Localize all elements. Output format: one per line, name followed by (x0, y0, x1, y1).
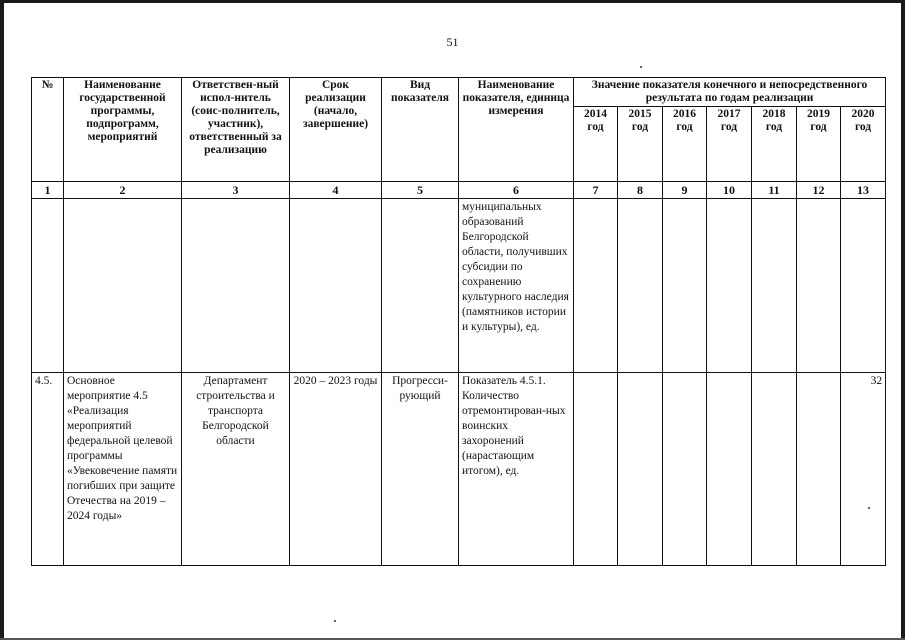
cell-value (663, 373, 707, 566)
column-number: 1 (32, 182, 64, 199)
table-row (32, 373, 886, 566)
header-value-group: Значение показателя конечного и непосредственного результата по годам реализации (574, 78, 886, 107)
column-number: 6 (459, 182, 574, 199)
column-number: 4 (290, 182, 382, 199)
cell-indicator-type: Прогресси-рующий (382, 373, 459, 566)
header-executor: Ответствен-ный испол-нитель (соис-полнитель, участник), ответственный за реализацию (182, 78, 290, 182)
scan-edge-left (0, 0, 4, 640)
cell-value (574, 199, 618, 373)
cell-value (752, 373, 797, 566)
header-year: 2019 год (797, 107, 841, 182)
cell-value (574, 373, 618, 566)
cell-value (841, 199, 886, 373)
column-number: 13 (841, 182, 886, 199)
header-num: № (32, 78, 64, 182)
cell-indicator-type (382, 199, 459, 373)
cell-value (618, 199, 663, 373)
cell-period: 2020 – 2023 годы (290, 373, 382, 566)
column-number: 11 (752, 182, 797, 199)
header-indicator-name: Наименование показателя, единица измерения (459, 78, 574, 182)
cell-value (663, 199, 707, 373)
scan-edge-right (901, 0, 905, 640)
header-period: Срок реализации (начало, завершение) (290, 78, 382, 182)
cell-value (797, 373, 841, 566)
column-number: 8 (618, 182, 663, 199)
cell-value (707, 199, 752, 373)
cell-program-name: Основное мероприятие 4.5 «Реализация мероприятий федеральной целевой программы «Увековечение памяти погибших при защите Отечества на 2019 – 2024 годы» (64, 373, 182, 566)
header-year: 2020 год (841, 107, 886, 182)
header-year: 2017 год (707, 107, 752, 182)
header-indicator-type: Вид показателя (382, 78, 459, 182)
cell-num: 4.5. (32, 373, 64, 566)
header-program-name: Наименование государственной программы, подпрограмм, мероприятий (64, 78, 182, 182)
cell-num (32, 199, 64, 373)
cell-value (707, 373, 752, 566)
header-year: 2018 год (752, 107, 797, 182)
column-number: 3 (182, 182, 290, 199)
table-row (32, 199, 886, 373)
cell-value: 32 (841, 373, 886, 566)
column-number: 2 (64, 182, 182, 199)
column-number: 5 (382, 182, 459, 199)
header-year: 2015 год (618, 107, 663, 182)
cell-indicator-name: муниципальных образований Белгородской области, получивших субсидии по сохранению культурного наследия (памятников истории и культуры), ед. (459, 199, 574, 373)
cell-executor (182, 199, 290, 373)
column-number: 9 (663, 182, 707, 199)
column-number: 10 (707, 182, 752, 199)
cell-value (752, 199, 797, 373)
cell-indicator-name: Показатель 4.5.1. Количество отремонтирован-ных воинских захоронений (нарастающим итогом), ед. (459, 373, 574, 566)
header-year: 2014 год (574, 107, 618, 182)
scan-speck (640, 66, 642, 68)
indicator-table (31, 77, 886, 566)
page-number: 51 (446, 35, 459, 49)
column-number: 12 (797, 182, 841, 199)
column-number: 7 (574, 182, 618, 199)
scan-edge-top (0, 0, 905, 3)
cell-executor: Департамент строительства и транспорта Белгородской области (182, 373, 290, 566)
scan-speck (334, 620, 336, 622)
cell-value (618, 373, 663, 566)
cell-program-name (64, 199, 182, 373)
cell-value (797, 199, 841, 373)
header-year: 2016 год (663, 107, 707, 182)
cell-period (290, 199, 382, 373)
